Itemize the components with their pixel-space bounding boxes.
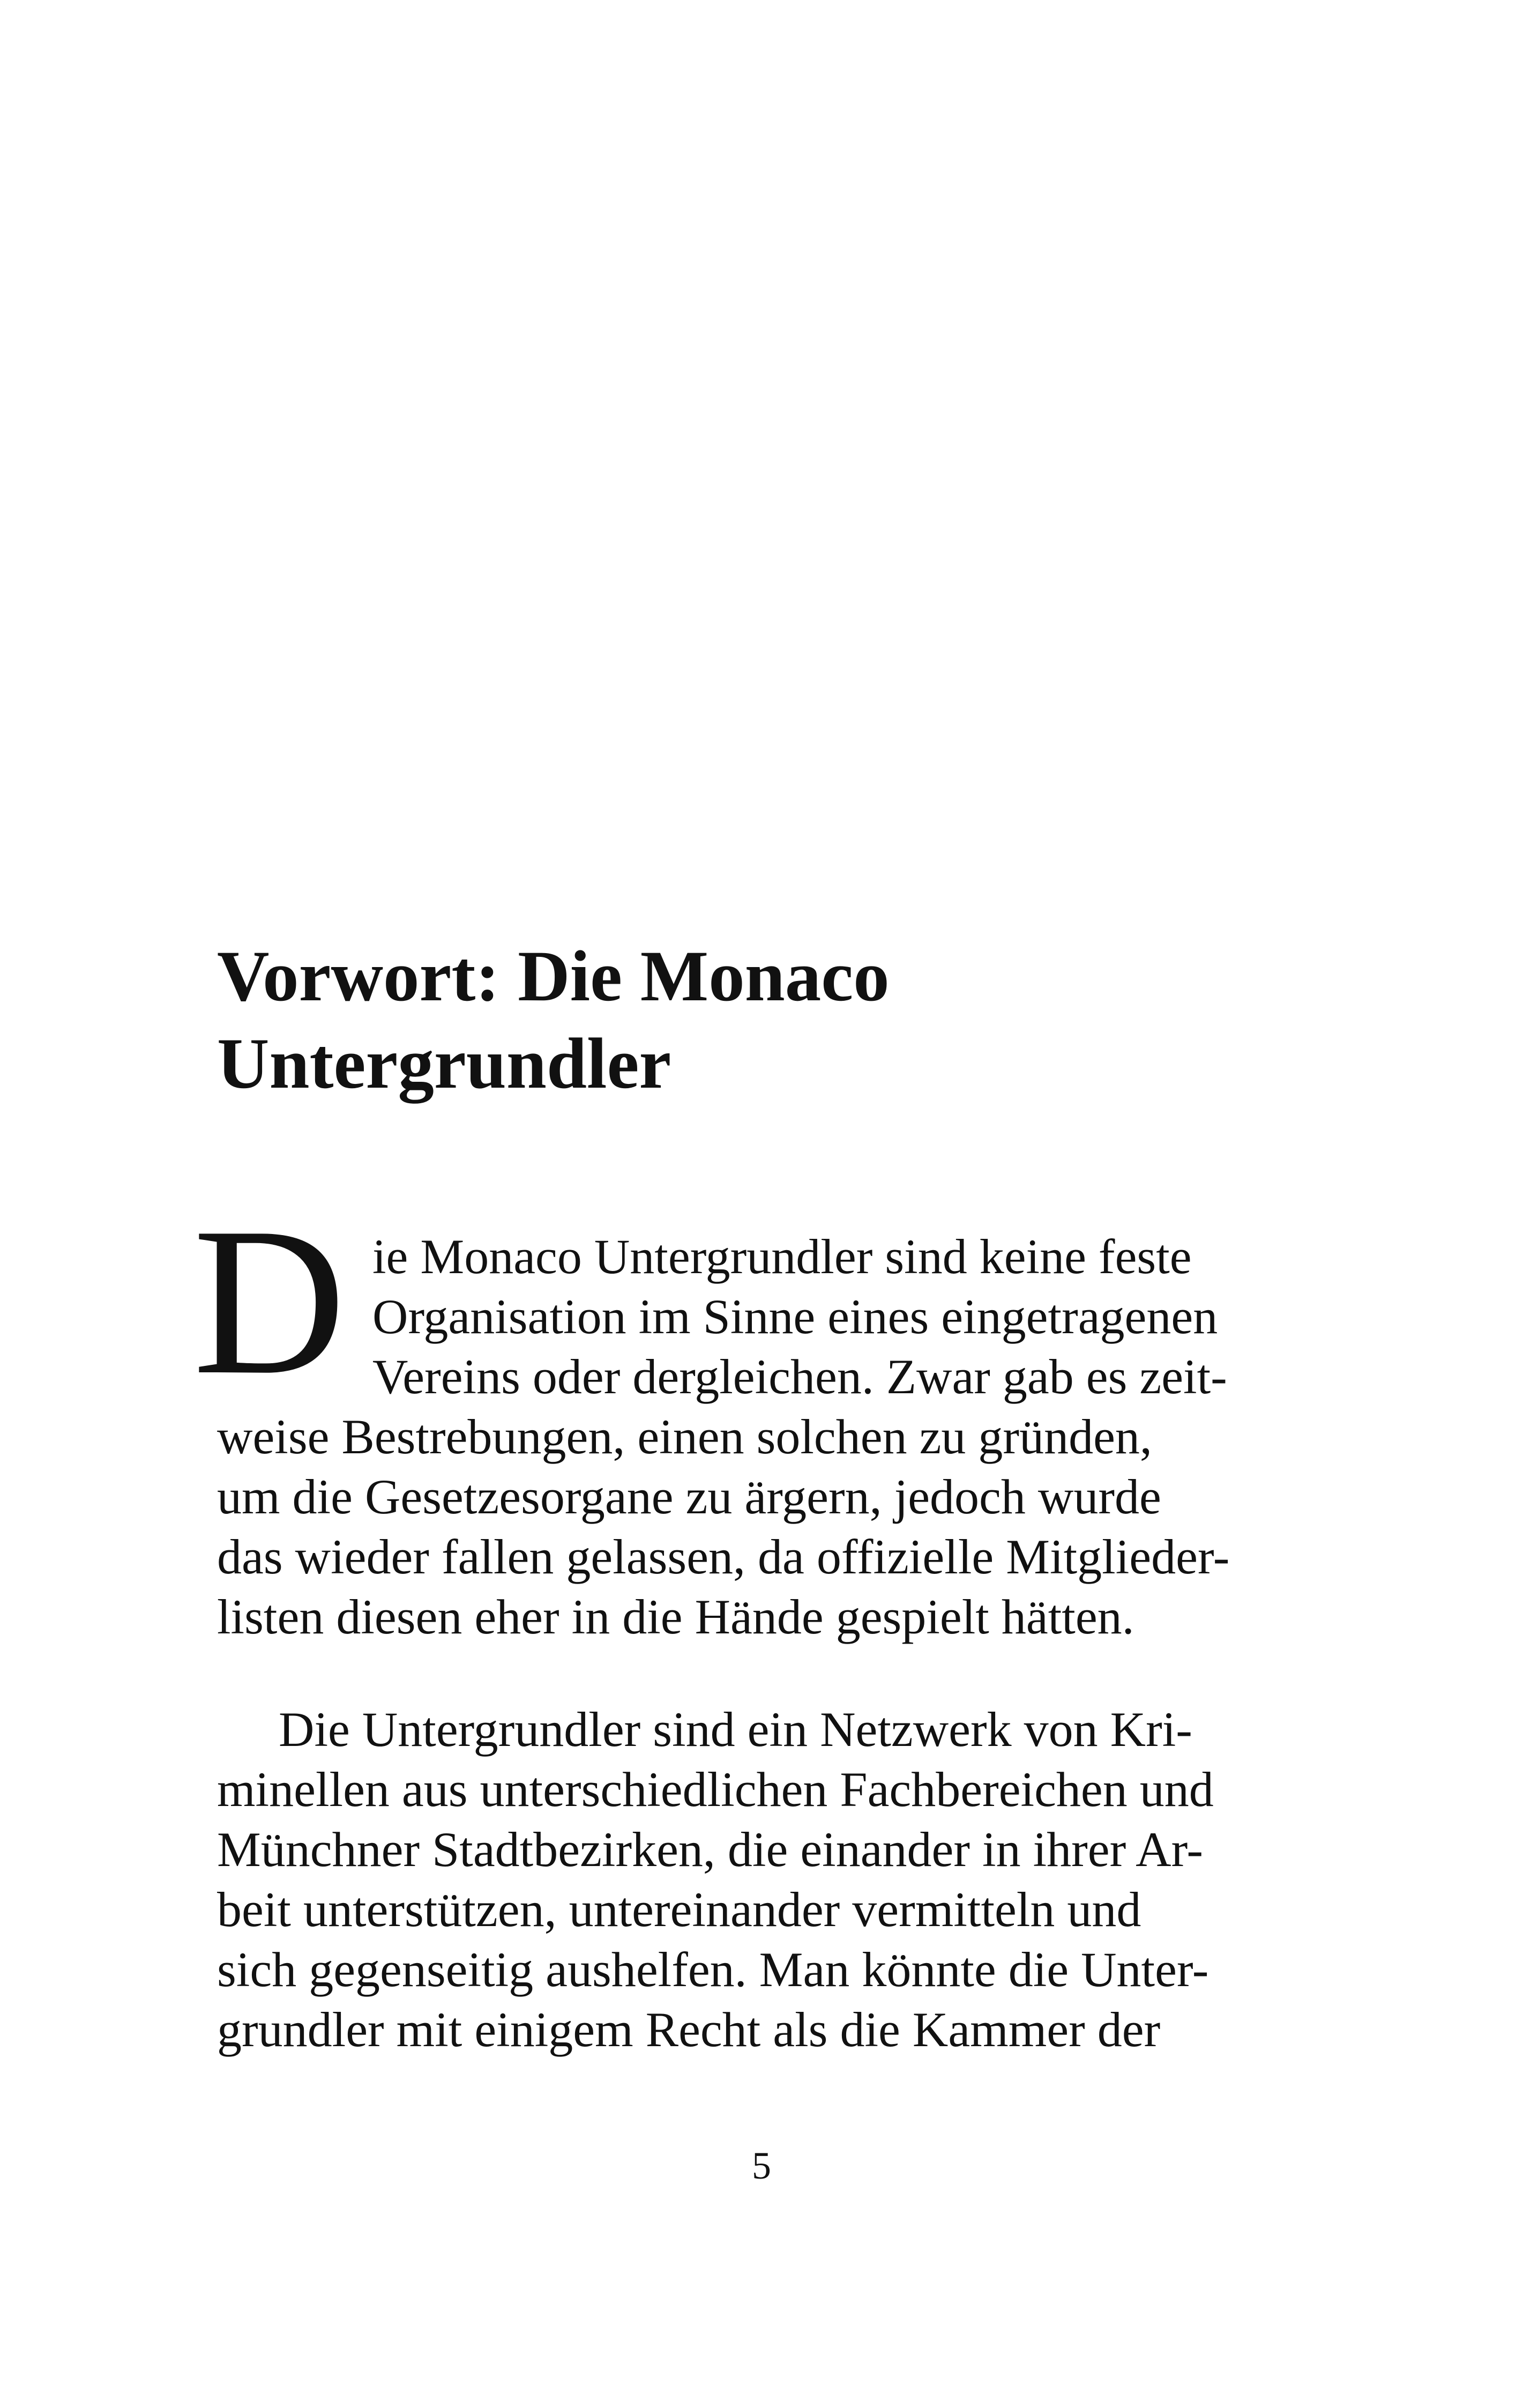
page-number: 5 [752,2144,771,2187]
paragraph-2-line-2: minellen aus unterschiedlichen Fachbereichen und [217,1762,1214,1817]
paragraph-1-line-2: Organisation im Sinne eines eingetragenen [372,1289,1218,1344]
paragraph-1-line-3: Vereins oder dergleichen. Zwar gab es zeit- [372,1349,1227,1404]
paragraph-2-line-5: sich gegenseitig aushelfen. Man könnte die Unter- [217,1942,1209,1997]
paragraph-2-line-4: beit unterstützen, untereinander vermitteln und [217,1882,1141,1937]
paragraph-1-line-5: um die Gesetzesorgane zu ärgern, jedoch wurde [217,1469,1161,1524]
drop-cap-letter: D [193,1184,346,1418]
chapter-title-line-1: Vorwort: Die Monaco [217,937,890,1016]
chapter-title [217,933,1342,1108]
paragraph-2-line-3: Münchner Stadtbezirken, die einander in ihrer Ar- [217,1822,1204,1877]
paragraph-1-line-1: ie Monaco Untergrundler sind keine feste [372,1229,1192,1284]
paragraph-2-line-1: Die Untergrundler sind ein Netzwerk von Kri- [279,1702,1192,1757]
paragraph-2-line-6: grundler mit einigem Recht als die Kammer der [217,2002,1161,2057]
paragraph-1-line-6: das wieder fallen gelassen, da offizielle Mitglieder- [217,1529,1230,1584]
paragraph-1-line-4: weise Bestrebungen, einen solchen zu gründen, [217,1409,1152,1464]
paragraph-1-line-7: listen diesen eher in die Hände gespielt hätten. [217,1589,1134,1644]
chapter-title-line-2: Untergrundler [217,1024,671,1104]
